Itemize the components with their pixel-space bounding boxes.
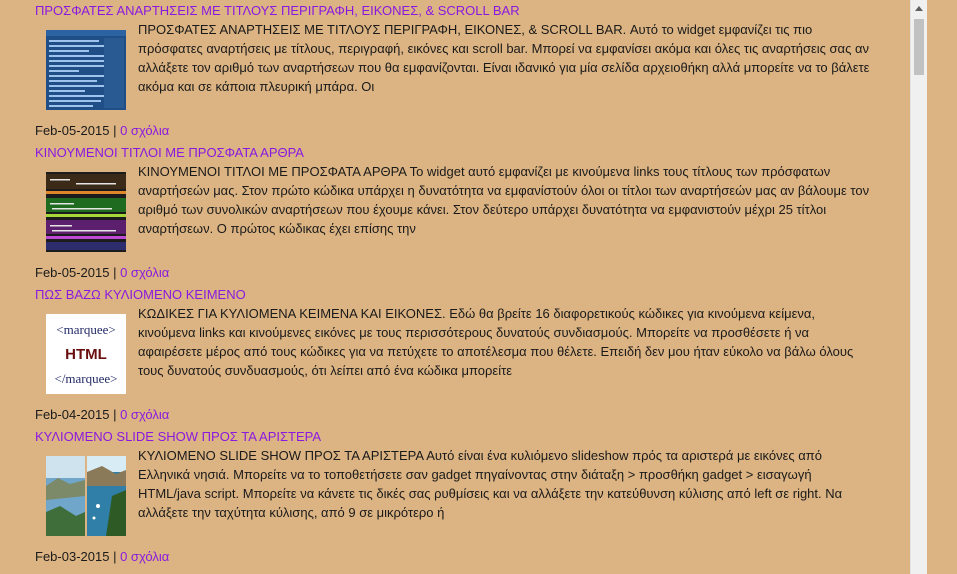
post-thumbnail[interactable] (46, 456, 126, 536)
meta-separator: | (113, 123, 117, 138)
post-meta (35, 123, 169, 138)
post-item (0, 284, 910, 426)
colored-bars-thumbnail (46, 172, 126, 252)
post-excerpt: ΚΥΛΙΟΜΕΝΟ SLIDE SHOW ΠΡΟΣ ΤΑ ΑΡΙΣΤΕΡΑ Αυτό είναι ένα κυλιόμενο slideshow πρός τα αριστερά με εικόνες από Ελληνικά νησιά. Μπορείτε να το τοποθετήσετε σαν gadget πηγαίνοντας στην διάταξη > προσθήκη gadget > εισαγωγή HTML/java script. Μπορείτε να κάνετε τις δικές σας ρυθμίσεις και να αλλάξετε την κατεύθυνση κύλισης από left σε right. Να αλλάξετε την ταχύτητα κύλισης, από 9 σε μικρότερο ή (138, 448, 843, 520)
post-item (0, 426, 910, 568)
thumb-html-label: HTML (65, 346, 107, 363)
thumb-close-tag: </marquee> (54, 371, 118, 386)
scroll-up-arrow-icon[interactable] (915, 6, 923, 11)
post-title-link[interactable]: ΚΙΝΟΥΜΕΝΟΙ ΤΙΤΛΟΙ ΜΕ ΠΡΟΣΦΑΤΑ ΑΡΘΡΑ (35, 145, 304, 160)
comments-link[interactable]: 0 σχόλια (120, 265, 170, 280)
meta-separator: | (113, 407, 117, 422)
marquee-html-thumbnail (46, 314, 126, 394)
thumb-open-tag: <marquee> (56, 322, 116, 337)
meta-separator: | (113, 265, 117, 280)
post-meta (35, 407, 169, 422)
post-excerpt: ΚΙΝΟΥΜΕΝΟΙ ΤΙΤΛΟΙ ΜΕ ΠΡΟΣΦΑΤΑ ΑΡΘΡΑ Το widget αυτό εμφανίζει με κινούμενα links τους τίτλους των πρόσφατων αναρτήσεών μας. Στον πρώτο κώδικα υπάρχει η δυνατότητα να εμφανίστούν όλοι οι τίτλοι των αναρτήσεών μας αν βάλουμε τον αριθμό των συνολικών αναρτήσεων που έχουμε κάνει. Στον δεύτερο υπάρχει δυνατότητα να εμφανιστούν μέχρι 25 τίτλοι αναρτήσεων. Ο πρώτος κώδικας έχει επίσης την (138, 164, 870, 236)
post-date: Feb-05-2015 (35, 265, 110, 280)
post-excerpt: ΠΡΟΣΦΑΤΕΣ ΑΝΑΡΤΗΣΕΙΣ ΜΕ ΤΙΤΛΟΥΣ ΠΕΡΙΓΡΑΦΗ, ΕΙΚΟΝΕΣ, & SCROLL BAR. Αυτό το widget εμφανίζει τις πιο πρόσφατες αναρτήσεις με τίτλους, περιγραφή, εικόνες και scroll bar. Μπορεί να εμφανίσει ακόμα και όλες τις αναρτήσεις σας αν αλλάξετε τον αριθμό των αναρτήσεων που θα εμφανίζονται. Είναι ιδανικό για μία σελίδα αρχειοθήκη αλλά μπορείτε να το βάλετε ακόμα και σε κάποια πλευρική μπάρα. Οι (138, 22, 870, 94)
code-screenshot-thumbnail (46, 30, 126, 110)
meta-separator: | (113, 549, 117, 564)
post-item (0, 0, 910, 142)
vertical-scrollbar[interactable] (910, 0, 927, 574)
page-margin (927, 0, 957, 574)
post-meta (35, 549, 169, 564)
post-title-link[interactable]: ΠΩΣ ΒΑΖΩ ΚΥΛΙΟΜΕΝΟ ΚΕΙΜΕΝΟ (35, 287, 246, 302)
post-date: Feb-05-2015 (35, 123, 110, 138)
post-item (0, 142, 910, 284)
post-date: Feb-03-2015 (35, 549, 110, 564)
post-excerpt: ΚΩΔΙΚΕΣ ΓΙΑ ΚΥΛΙΟΜΕΝΑ ΚΕΙΜΕΝΑ ΚΑΙ ΕΙΚΟΝΕΣ. Εδώ θα βρείτε 16 διαφορετικούς κώδικες για κινούμενα κείμενα, κινούμενα links και κινούμενες εικόνες με τους περισσότερους δυνατούς συνδιασμούς. Μπορείτε να προσθέσετε ή να αφαιρέσετε μέρος από τους κώδικες για να πετύχετε το αποτέλεσμα που θέλετε. Επειδή δεν μου ήταν εύκολο να βάλω όλους τους δυνατούς συνδυασμούς, ότι λείπει από ένα κώδικα μπορείτε (138, 306, 854, 378)
comments-link[interactable]: 0 σχόλια (120, 407, 170, 422)
post-thumbnail[interactable] (46, 30, 126, 110)
comments-link[interactable]: 0 σχόλια (120, 549, 170, 564)
post-title-link[interactable]: ΚΥΛΙΟΜΕΝΟ SLIDE SHOW ΠΡΟΣ ΤΑ ΑΡΙΣΤΕΡΑ (35, 429, 322, 444)
post-title-link[interactable]: ΠΡΟΣΦΑΤΕΣ ΑΝΑΡΤΗΣΕΙΣ ΜΕ ΤΙΤΛΟΥΣ ΠΕΡΙΓΡΑΦΗ, ΕΙΚΟΝΕΣ, & SCROLL BAR (35, 3, 520, 18)
island-photos-thumbnail (46, 456, 126, 536)
post-thumbnail[interactable] (46, 172, 126, 252)
post-date: Feb-04-2015 (35, 407, 110, 422)
scrollbar-thumb[interactable] (914, 19, 924, 75)
comments-link[interactable]: 0 σχόλια (120, 123, 170, 138)
post-thumbnail[interactable] (46, 314, 126, 394)
post-meta (35, 265, 169, 280)
